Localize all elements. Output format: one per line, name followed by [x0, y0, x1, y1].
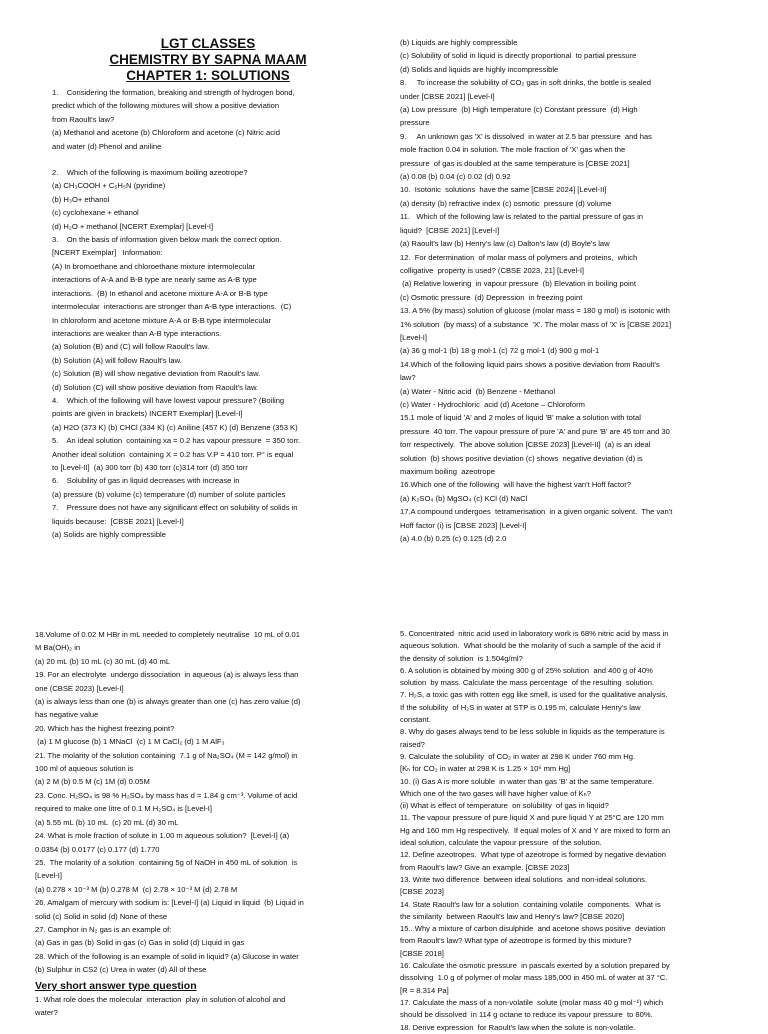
text-line: torr respectively. The above solution [CBSE 2023] [Level-II] (a) is an ideal	[400, 440, 651, 450]
text-line: (A) In bromoethane and chloroethane mixture intermolecular	[52, 261, 256, 271]
text-line: (c) Osmotic pressure (d) Depression in freezing point	[400, 292, 583, 302]
bottom-right-column	[400, 628, 730, 1034]
text-line: the density of solution is 1.504g/ml?	[400, 653, 523, 663]
text-line: Another ideal solution containing X = 0.2 has V.P = 410 torr. P° is equal	[52, 449, 294, 459]
text-line: to [Level-II] (a) 300 torr (b) 430 torr (c)314 torr (d) 350 torr	[52, 462, 248, 472]
text-line: 23. Conc. H₂SO₄ is 98 % H₂SO₄ by mass has d = 1.84 g cm⁻³. Volume of acid	[35, 790, 298, 800]
text-line: (b) Sulphur in CS2 (c) Urea in water (d) All of these	[35, 965, 207, 975]
text-line: (b) Liquids are highly compressible	[400, 38, 518, 47]
text-line: 16. Calculate the osmotic pressure in pascals exerted by a solution prepared by	[400, 961, 670, 971]
text-line: 1% solution (by mass) of a substance 'X'. The molar mass of 'X' is [CBSE 2021]	[400, 319, 672, 329]
text-line: 6. A solution is obtained by mixing 300 g of 25% solution and 400 g of 40%	[400, 665, 653, 675]
text-line: [R = 8.314 Pa]	[400, 985, 449, 995]
text-line: under [CBSE 2021] [Level-I]	[400, 91, 495, 101]
text-line: intermolecular interactions are stronger than A-B type interactions. (C)	[52, 302, 292, 312]
text-line: water?	[35, 1007, 58, 1017]
text-line: In chloroform and acetone mixture A-A or B-B type intermolecular	[52, 315, 272, 325]
text-line: 24. What is mole fraction of solute in 1.00 m aqueous solution? [Level-I] (a)	[35, 831, 290, 841]
text-line: Hg and 160 mm Hg respectively. If equal moles of X and Y are mixed to form an	[400, 825, 671, 835]
text-line: and water (d) Phenol and aniline	[52, 141, 162, 151]
page-subtitle: CHEMISTRY BY SAPNA MAAM	[109, 52, 307, 67]
text-line: [Level-I]	[400, 332, 428, 342]
text-line: (a) 36 g mol-1 (b) 18 g mol-1 (c) 72 g mol-1 (d) 900 g mol-1	[400, 346, 600, 356]
text-line: (a) pressure (b) volume (c) temperature (d) number of solute particles	[52, 489, 286, 499]
text-line: 1. What role does the molecular interaction play in solution of alcohol and	[35, 994, 286, 1004]
text-line: (a) 1 M glucose (b) 1 MNaCl (c) 1 M CaCl₂ (d) 1 M AlF₃	[35, 737, 225, 747]
text-line: 12. Define azeotropes. What type of azeotrope is formed by negative deviation	[400, 850, 666, 860]
text-line: constant.	[400, 715, 431, 725]
text-line: solution (b) shows positive deviation (c) shows negative deviation (d) is	[400, 453, 643, 463]
text-line: 4. Which of the following will have lowest vapour pressure? (Boiling	[52, 395, 285, 405]
text-line: (c) cyclohexane + ethanol	[52, 208, 139, 218]
text-line: 10. (i) Gas A is more soluble in water than gas 'B' at the same temperature.	[400, 776, 655, 786]
text-line: 11. Which of the following law is related to the partial pressure of gas in	[400, 212, 643, 222]
text-line: (a) 0.08 (b) 0.04 (c) 0.02 (d) 0.92	[400, 172, 511, 182]
text-line: interactions are weaker than A-B type interactions.	[52, 328, 222, 338]
text-line: 16.Which one of the following will have the highest van't Hoff factor?	[400, 480, 631, 490]
text-line: 21. The molarity of the solution containing 7.1 g of Na₂SO₄ (M = 142 g/mol) in	[35, 750, 298, 760]
text-line: 8. Why do gases always tend to be less soluble in liquids as the temperature is	[400, 727, 665, 737]
text-line: solution by mass. Calculate the mass percentage of the resulting solution.	[400, 678, 655, 688]
text-line: 100 ml of aqueous solution is	[35, 764, 134, 774]
text-line: (a) Solution (B) and (C) will follow Raoult's law.	[52, 342, 210, 352]
text-line: 9. An unknown gas 'X' is dissolved in water at 2.5 bar pressure and has	[400, 131, 652, 141]
text-line: 5. An ideal solution containing xa = 0.2 has vapour pressure = 350 torr.	[52, 436, 301, 446]
text-line: 27. Camphor in N₂ gas is an example of:	[35, 924, 172, 934]
text-line: 17.A compound undergoes tetramerisation in a given organic solvent. The van't	[400, 507, 673, 517]
text-line: interactions. (B) In ethanol and acetone mixture A-A or B-B type	[52, 288, 268, 298]
text-line: (a) Solids are highly compressible	[52, 530, 166, 539]
text-line: liquids because: [CBSE 2021] [Level-I]	[52, 516, 184, 526]
top-left-column	[52, 36, 364, 541]
text-line: 20. Which has the highest freezing point?	[35, 723, 175, 733]
text-line: 13. A 5% (by mass) solution of glucose (molar mass = 180 g mol) is isotonic with	[400, 306, 670, 316]
text-line: from Raoult's law? What type of azeotrope is formed by this mixture?	[400, 936, 632, 946]
page-title: LGT CLASSES	[160, 36, 256, 51]
top-right-column	[400, 36, 728, 545]
text-line: pressure of gas is doubled at the same temperature is [CBSE 2021]	[400, 158, 630, 168]
question-list	[35, 628, 365, 977]
text-line: (ii) What is effect of temperature on solubility of gas in liquid?	[400, 801, 609, 811]
text-line: (a) Methanol and acetone (b) Chloroform and acetone (c) Nitric acid	[52, 128, 280, 138]
text-line: predict which of the following mixtures will show a positive deviation	[52, 101, 280, 111]
text-line: 15.. Why a mixture of carbon disulphide and acetone shows positive deviation	[400, 924, 666, 934]
text-line: pressure 40 torr. The vapour pressure of pure 'A' and pure 'B' are 45 torr and 30	[400, 426, 670, 436]
text-line: [Kₕ for CO₂ in water at 298 K is 1.25 × 10⁶ mm Hg]	[400, 764, 571, 774]
text-line: 25. The molarity of a solution containing 5g of NaOH in 450 mL of solution is	[35, 857, 298, 867]
text-line: pressure	[400, 118, 430, 128]
text-line: M Ba(OH)₂ in	[35, 643, 81, 653]
text-line: (b) H₃O+ ethanol	[52, 194, 110, 204]
text-line: solid (c) Solid in solid (d) None of these	[35, 911, 168, 921]
text-line: (a) CH₃COOH + C₅H₅N (pyridine)	[52, 181, 166, 191]
text-line: mole fraction 0.04 in solution. The mole fraction of 'X' gas when the	[400, 145, 626, 155]
text-line: (a) Low pressure (b) High temperature (c) Constant pressure (d) High	[400, 105, 638, 115]
text-line: 17. Calculate the mass of a non-volatile solute (molar mass 40 g mol⁻¹) which	[400, 997, 664, 1007]
text-line: liquid? [CBSE 2021] [Level-I]	[400, 225, 500, 235]
text-line: 18.Volume of 0.02 M HBr in mL needed to completely neutralise 10 mL of 0.01	[35, 630, 300, 639]
text-line: Hoff factor (i) is [CBSE 2023] [Level-I]	[400, 520, 527, 530]
text-line: 12. For determination of molar mass of polymers and proteins, which	[400, 252, 638, 262]
text-line: 14.Which of the following liquid pairs shows a positive deviation from Raoult's	[400, 359, 660, 369]
text-line: (a) 20 mL (b) 10 mL (c) 30 mL (d) 40 mL	[35, 656, 171, 666]
text-line: 15.1 mole of liquid 'A' and 2 moles of liquid 'B' make a solution with total	[400, 413, 641, 423]
bottom-left-column	[35, 628, 365, 1019]
text-line: (d) H₂O + methanol [NCERT Exemplar] [Level-I]	[52, 221, 214, 231]
question-list	[52, 86, 364, 541]
text-line: maximum boiling azeotrope	[400, 467, 495, 476]
text-line: points are given in brackets) INCERT Exemplar] [Level-I]	[52, 409, 243, 419]
text-line: (a) Raoult's law (b) Henry's law (c) Dalton's law (d) Boyle's law	[400, 239, 610, 249]
text-line: law?	[400, 373, 416, 383]
text-line: 28. Which of the following is an example of solid in liquid? (a) Glucose in water	[35, 951, 299, 961]
question-list	[35, 993, 365, 1020]
text-line: [NCERT Exemplar] Information:	[52, 248, 163, 258]
text-line: dissolving 1.0 g of polymer of molar mass 185,000 in 450 mL of water at 37 °C.	[400, 973, 668, 983]
question-list	[400, 628, 730, 1034]
text-line: 3. On the basis of information given below mark the correct option.	[52, 235, 282, 245]
text-line: should be dissolved in 114 g octane to reduce its vapour pressure to 80%.	[400, 1010, 653, 1020]
text-line	[52, 153, 364, 166]
text-line: 7. Pressure does not have any significant effect on solubility of solids in	[52, 503, 298, 513]
text-line: 10. Isotonic solutions have the same [CBSE 2024] [Level-II]	[400, 185, 607, 195]
text-line: (b) Solution (A) will follow Raoult's law.	[52, 355, 182, 365]
text-line: 13. Write two difference between ideal solutions and non-ideal solutions.	[400, 874, 648, 884]
text-line: 26. Amalgam of mercury with sodium is: [Level-I] (a) Liquid in liquid (b) Liquid in	[35, 898, 304, 908]
text-line: (a) Relative lowering in vapour pressure (b) Elevation in boiling point	[400, 279, 636, 289]
text-line: (a) Water - Nitric acid (b) Benzene - Methanol	[400, 386, 556, 396]
text-line: interactions of A-A and B-B type are nearly same as A-B type	[52, 275, 257, 285]
text-line: (d) Solids and liquids are highly incompressible	[400, 64, 559, 74]
text-line: (a) 5.55 mL (b) 10 mL (c) 20 mL (d) 30 mL	[35, 817, 179, 827]
text-line: [CBSE 2023]	[400, 887, 444, 897]
text-line: (a) Gas in gas (b) Solid in gas (c) Gas in solid (d) Liquid in gas	[35, 938, 245, 948]
text-line: aqueous solution. What should be the molarity of such a sample of the acid if	[400, 641, 661, 651]
text-line: 9. Calculate the solubility of CO₂ in water at 298 K under 760 mm Hg.	[400, 751, 636, 761]
text-line: (d) Solution (C) will show positive deviation from Raoult's law.	[52, 382, 259, 392]
text-line: (a) 2 M (b) 0.5 M (c) 1M (d) 0.05M	[35, 777, 150, 787]
text-line: required to make one litre of 0.1 M H₂SO₄ is [Level-I]	[35, 804, 212, 814]
text-line: (a) is always less than one (b) is always greater than one (c) has zero value (d)	[35, 697, 301, 707]
text-line: 1. Considering the formation, breaking and strength of hydrogen bond,	[52, 88, 295, 97]
text-line: from Raoult's law? Give an example. [CBSE 2023]	[400, 862, 570, 872]
text-line: colligative property is used? (CBSE 2023, 21] [Level-I]	[400, 265, 585, 275]
text-line: ideal solution, calculate the vapour pressure of the solution.	[400, 838, 602, 848]
text-line: 6. Solubility of gas in liquid decreases with increase in	[52, 476, 240, 486]
text-line: Which one of the two gases will have higher value of Kₕ?	[400, 788, 591, 798]
text-line: (c) Solution (B) will show negative deviation from Raoult's law.	[52, 369, 261, 379]
text-line: (a) density (b) refractive index (c) osmotic pressure (d) volume	[400, 198, 612, 208]
text-line: 11. The vapour pressure of pure liquid X and pure liquid Y at 25°C are 120 mm	[400, 813, 664, 823]
chapter-title: CHAPTER 1: SOLUTIONS	[126, 68, 290, 83]
text-line: (c) Solubility of solid in liquid is directly proportional to partial pressure	[400, 51, 637, 61]
text-line: one (CBSE 2023) [Level-I]	[35, 683, 124, 693]
text-line: 14. State Raoult's law for a solution containing volatile components. What is	[400, 899, 661, 909]
text-line: (a) 0.278 × 10⁻³ M (b) 0.278 M (c) 2.78 × 10⁻³ M (d) 2.78 M	[35, 884, 238, 894]
text-line: the similarity between Raoult's law and Henry's law? [CBSE 2020]	[400, 911, 625, 921]
text-line: 18. Derive expression for Raoult's law when the solute is non-volatile.	[400, 1022, 636, 1032]
text-line: [CBSE 2018]	[400, 948, 444, 958]
text-line: (a) K₂SO₄ (b) MgSO₄ (c) KCl (d) NaCl	[400, 493, 528, 503]
text-line: 8. To increase the solubility of CO₂ gas in soft drinks, the bottle is sealed	[400, 78, 651, 88]
text-line: 0.0354 (b) 0.0177 (c) 0.177 (d) 1.770	[35, 844, 160, 854]
text-line: 19. For an electrolyte undergo dissociation in aqueous (a) is always less than	[35, 670, 299, 680]
text-line: (a) H2O (373 K) (b) CHCl (334 K) (c) Aniline (457 K) (d) Benzene (353 K)	[52, 422, 298, 432]
text-line: (a) 4.0 (b) 0.25 (c) 0.125 (d) 2.0	[400, 534, 507, 544]
text-line: 5. Concentrated nitric acid used in laboratory work is 68% nitric acid by mass in	[400, 629, 669, 638]
question-list	[400, 36, 728, 545]
text-line: 7. H₂S, a toxic gas with rotten egg like smell, is used for the qualitative analysis.	[400, 690, 668, 700]
text-line: [Level-I]	[35, 871, 63, 881]
text-line: has negative value	[35, 710, 99, 720]
text-line: (c) Water - Hydrochloric acid (d) Acetone – Chloroform	[400, 399, 585, 409]
text-line: If the solubility of H₂S in water at STP is 0.195 m, calculate Henry's law	[400, 702, 641, 712]
text-line: 2. Which of the following is maximum boiling azeotrope?	[52, 168, 248, 178]
section-heading: Very short answer type question	[35, 979, 197, 992]
text-line: raised?	[400, 739, 425, 749]
text-line: from Raoult's law?	[52, 114, 115, 124]
